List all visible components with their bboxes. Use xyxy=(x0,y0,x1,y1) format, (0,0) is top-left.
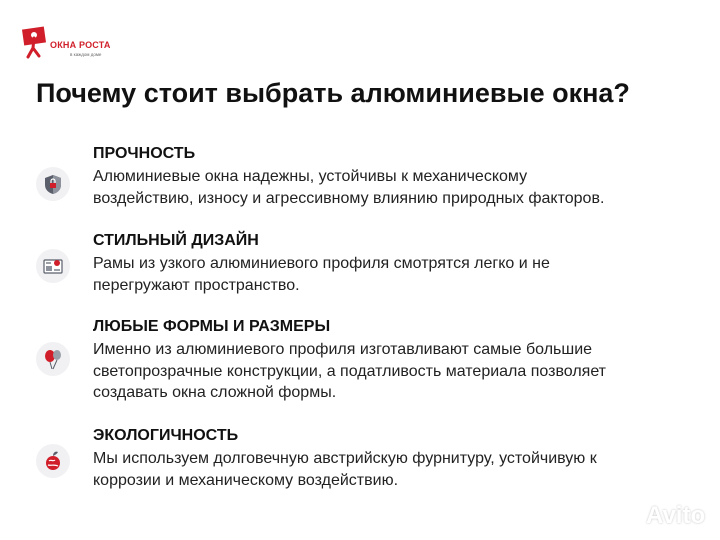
feature-line: светопрозрачные конструкции, а податливость материала позволяет xyxy=(93,362,607,380)
shield-lock-icon xyxy=(36,167,70,201)
feature-line: создавать окна сложной формы. xyxy=(93,384,337,401)
feature-description xyxy=(93,448,597,491)
balloons-icon xyxy=(36,342,70,376)
avito-watermark xyxy=(612,500,712,532)
brand-name: ОКНА РОСТА xyxy=(50,40,111,50)
feature-line: Мы используем долговечную австрийскую фурнитуру, устойчивую к xyxy=(93,450,597,467)
brand-tagline: в каждом доме xyxy=(70,52,102,57)
feature-description xyxy=(93,339,606,404)
feature-line: Рамы из узкого алюминиевого профиля смотрятся легко и не xyxy=(93,255,550,272)
feature-description xyxy=(93,253,550,296)
feature-title: ЛЮБЫЕ ФОРМЫ И РАЗМЕРЫ xyxy=(93,318,331,335)
feature-line: коррозии и механическому воздействию. xyxy=(93,471,399,489)
feature-line: воздействию, износу и агрессивному влиянию природных факторов. xyxy=(93,189,605,207)
avito-watermark-text: Avito xyxy=(646,502,706,529)
feature-description xyxy=(93,166,604,209)
feature-line: перегружают пространство. xyxy=(93,276,300,294)
brand-logo xyxy=(20,26,120,66)
running-man-logo-icon xyxy=(20,26,48,60)
eco-globe-icon xyxy=(36,444,70,478)
feature-title: ПРОЧНОСТЬ xyxy=(93,145,196,162)
page-title: Почему стоит выбрать алюминиевые окна? xyxy=(36,78,630,108)
avito-dots-icon xyxy=(612,500,644,532)
feature-title: СТИЛЬНЫЙ ДИЗАЙН xyxy=(93,232,259,249)
feature-title: ЭКОЛОГИЧНОСТЬ xyxy=(93,427,239,444)
feature-line: Алюминиевые окна надежны, устойчивы к механическому xyxy=(93,168,528,185)
design-board-icon xyxy=(36,249,70,283)
feature-line: Именно из алюминиевого профиля изготавливают самые большие xyxy=(93,341,593,358)
